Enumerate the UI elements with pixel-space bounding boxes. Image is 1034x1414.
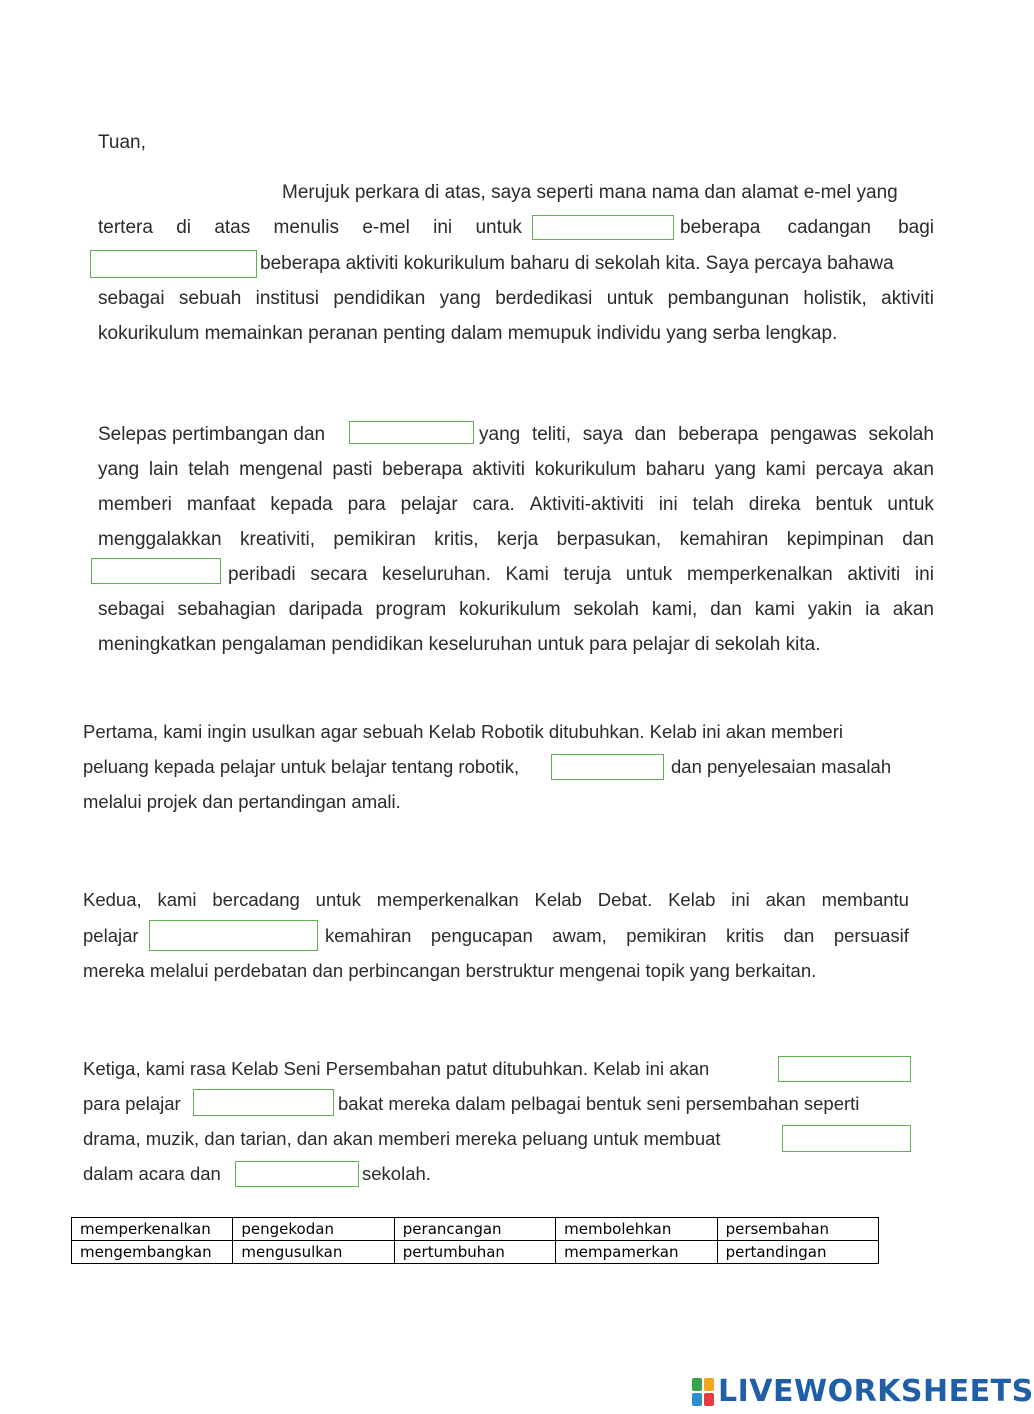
word: manfaat [186, 494, 256, 515]
word: kreativiti, [240, 529, 315, 550]
word-bank-cell: mengusulkan [233, 1241, 394, 1264]
word: pemikiran [626, 925, 707, 946]
word-bank-cell: pengekodan [233, 1218, 394, 1241]
word: pasti [332, 459, 373, 480]
word: kokurikulum [459, 599, 561, 620]
word-bank-cell: persembahan [717, 1218, 878, 1241]
word: mengenal [239, 459, 323, 480]
word: tertera [98, 217, 153, 238]
word: pelajar [400, 494, 458, 515]
word: secara [310, 564, 368, 585]
word: bagi [898, 217, 934, 238]
word-bank-cell: pertumbuhan [394, 1241, 555, 1264]
word: pembangunan [667, 288, 790, 309]
p5-line-2b: bakat mereka dalam pelbagai bentuk seni persembahan seperti [338, 1093, 860, 1114]
word: untuk [887, 494, 934, 515]
word: baharu [645, 459, 705, 480]
blank-3[interactable] [349, 421, 474, 444]
word: Kelab [668, 889, 716, 910]
word: sebuah [178, 288, 242, 309]
logo-block [692, 1393, 702, 1406]
p3-line-3: melalui projek dan pertandingan amali. [83, 791, 401, 812]
word: kerja [496, 529, 539, 550]
word: kepada [270, 494, 333, 515]
p3-line-2b: dan penyelesaian masalah [671, 756, 892, 777]
word: teruja [563, 564, 612, 585]
word: kami, [651, 599, 698, 620]
word: pengawas [770, 424, 857, 445]
p2-line-1b [479, 423, 934, 447]
word: holistik, [803, 288, 867, 309]
word: aktiviti [881, 288, 934, 309]
word: yang [98, 459, 140, 480]
logo-block [704, 1393, 714, 1406]
p5-line-4b: sekolah. [362, 1163, 431, 1184]
word: pengucapan [430, 925, 533, 946]
p2-line-7: meningkatkan pengalaman pendidikan keseluruhan untuk para pelajar di sekolah kita. [98, 634, 821, 655]
word: awam, [552, 925, 607, 946]
word: kritis [725, 925, 764, 946]
word: ini [658, 494, 678, 515]
word: yang [439, 288, 481, 309]
greeting: Tuan, [98, 132, 146, 153]
word: ini [914, 564, 934, 585]
p1-line-3: beberapa aktiviti kokurikulum baharu di sekolah kita. Saya percaya bahawa [260, 253, 894, 274]
word: atas [214, 217, 251, 238]
word: telah [188, 459, 230, 480]
word: yakin [807, 599, 853, 620]
word: beberapa [678, 424, 759, 445]
p4-line-2b [325, 924, 909, 948]
word: sebahagian [177, 599, 276, 620]
word: akan [892, 599, 934, 620]
p1-line-2b [680, 216, 934, 240]
word: di [176, 217, 192, 238]
word: keseluruhan. [382, 564, 491, 585]
word: memperkenalkan [686, 564, 833, 585]
word: daripada [288, 599, 363, 620]
word: sekolah [868, 424, 934, 445]
word: untuk [606, 288, 654, 309]
word: kami [754, 599, 795, 620]
word: yang [479, 424, 521, 445]
word: Debat. [597, 889, 653, 910]
word: direka [748, 494, 801, 515]
p4-line-1 [83, 888, 909, 912]
word: Kami [505, 564, 549, 585]
word: ini [433, 217, 453, 238]
logo-block [692, 1378, 702, 1391]
word-bank-cell: memperkenalkan [72, 1218, 233, 1241]
word: kami [157, 889, 197, 910]
word: ia [865, 599, 880, 620]
p1-line-1: Merujuk perkara di atas, saya seperti mana nama dan alamat e-mel yang [282, 182, 898, 203]
p5-line-2a: para pelajar [83, 1093, 181, 1114]
word: akan [892, 459, 934, 480]
p2-line-2 [98, 458, 934, 482]
word: teliti, [531, 424, 572, 445]
word: Kelab [534, 889, 582, 910]
word: sebagai [98, 288, 165, 309]
word: berpasukan, [556, 529, 662, 550]
p5-line-3: drama, muzik, dan tarian, dan akan memberi mereka peluang untuk membuat [83, 1128, 721, 1149]
blank-8[interactable] [193, 1089, 334, 1116]
word: kritis, [434, 529, 479, 550]
word: dan [634, 424, 667, 445]
p5-line-4a: dalam acara dan [83, 1163, 221, 1184]
word: untuk [625, 564, 673, 585]
blank-1[interactable] [532, 215, 674, 240]
word: Aktiviti-aktiviti [529, 494, 644, 515]
blank-4[interactable] [91, 558, 221, 584]
word: akan [765, 889, 806, 910]
word: sebagai [98, 599, 165, 620]
p2-line-3 [98, 493, 934, 517]
word: saya [582, 424, 623, 445]
p5-line-1: Ketiga, kami rasa Kelab Seni Persembahan patut ditubuhkan. Kelab ini akan [83, 1058, 710, 1079]
blank-10[interactable] [235, 1161, 359, 1187]
word-bank-row [72, 1218, 879, 1241]
p1-line-2a [98, 216, 522, 240]
word: menggalakkan [98, 529, 222, 550]
word: membantu [821, 889, 909, 910]
p2-line-4 [98, 528, 934, 552]
p4-line-2a: pelajar [83, 925, 139, 946]
word: kemahiran [679, 529, 769, 550]
word: program [375, 599, 447, 620]
word: institusi [255, 288, 319, 309]
word: aktiviti [472, 459, 525, 480]
word-bank-cell: mempamerkan [556, 1241, 717, 1264]
word: yang [714, 459, 756, 480]
word: bentuk [815, 494, 873, 515]
word-bank-table [71, 1217, 879, 1264]
blank-2[interactable] [90, 250, 257, 278]
word: untuk [475, 217, 522, 238]
word: percaya [815, 459, 884, 480]
p1-line-4 [98, 287, 934, 311]
word: dan [902, 529, 934, 550]
p1-line-5: kokurikulum memainkan peranan penting dalam memupuk individu yang serba lengkap. [98, 323, 838, 344]
word: bercadang [212, 889, 300, 910]
word-bank-row [72, 1241, 879, 1264]
word: pendidikan [333, 288, 426, 309]
word: kokurikulum [534, 459, 637, 480]
word: memberi [98, 494, 172, 515]
word: pemikiran [333, 529, 416, 550]
logo-text: LIVEWORKSHEETS [718, 1374, 1034, 1409]
word: dan [783, 925, 815, 946]
p2-line-1a: Selepas pertimbangan dan [98, 424, 326, 445]
word: para [347, 494, 386, 515]
word: beberapa [680, 217, 761, 238]
word: persuasif [833, 925, 909, 946]
liveworksheets-logo [692, 1374, 1034, 1409]
word: e-mel [362, 217, 410, 238]
word: menulis [273, 217, 340, 238]
word-bank-cell: membolehkan [556, 1218, 717, 1241]
blank-5[interactable] [551, 754, 664, 780]
word: cara. [472, 494, 515, 515]
p2-line-6 [98, 598, 934, 622]
word: kami [765, 459, 806, 480]
word-bank-cell: pertandingan [717, 1241, 878, 1264]
word: peribadi [228, 564, 296, 585]
logo-block [704, 1378, 714, 1391]
word: aktiviti [847, 564, 901, 585]
p3-line-1: Pertama, kami ingin usulkan agar sebuah Kelab Robotik ditubuhkan. Kelab ini akan memberi [83, 721, 843, 742]
blank-9[interactable] [782, 1125, 911, 1152]
word: kepimpinan [786, 529, 884, 550]
p2-line-5 [228, 563, 934, 587]
p4-line-3: mereka melalui perdebatan dan perbincangan berstruktur mengenai topik yang berkaitan. [83, 960, 817, 981]
word: ini [731, 889, 750, 910]
logo-icon [692, 1378, 714, 1406]
word: memperkenalkan [376, 889, 519, 910]
word: kemahiran [325, 925, 412, 946]
word: telah [692, 494, 734, 515]
word: cadangan [787, 217, 871, 238]
word-bank-cell: mengembangkan [72, 1241, 233, 1264]
word-bank-cell: perancangan [394, 1218, 555, 1241]
word: dan [710, 599, 742, 620]
word: berdedikasi [495, 288, 593, 309]
word: sekolah [573, 599, 639, 620]
p3-line-2a: peluang kepada pelajar untuk belajar tentang robotik, [83, 756, 520, 777]
word: Kedua, [83, 889, 142, 910]
word: lain [148, 459, 179, 480]
blank-6[interactable] [149, 920, 318, 951]
blank-7[interactable] [778, 1056, 911, 1082]
word: untuk [315, 889, 361, 910]
word: beberapa [382, 459, 463, 480]
